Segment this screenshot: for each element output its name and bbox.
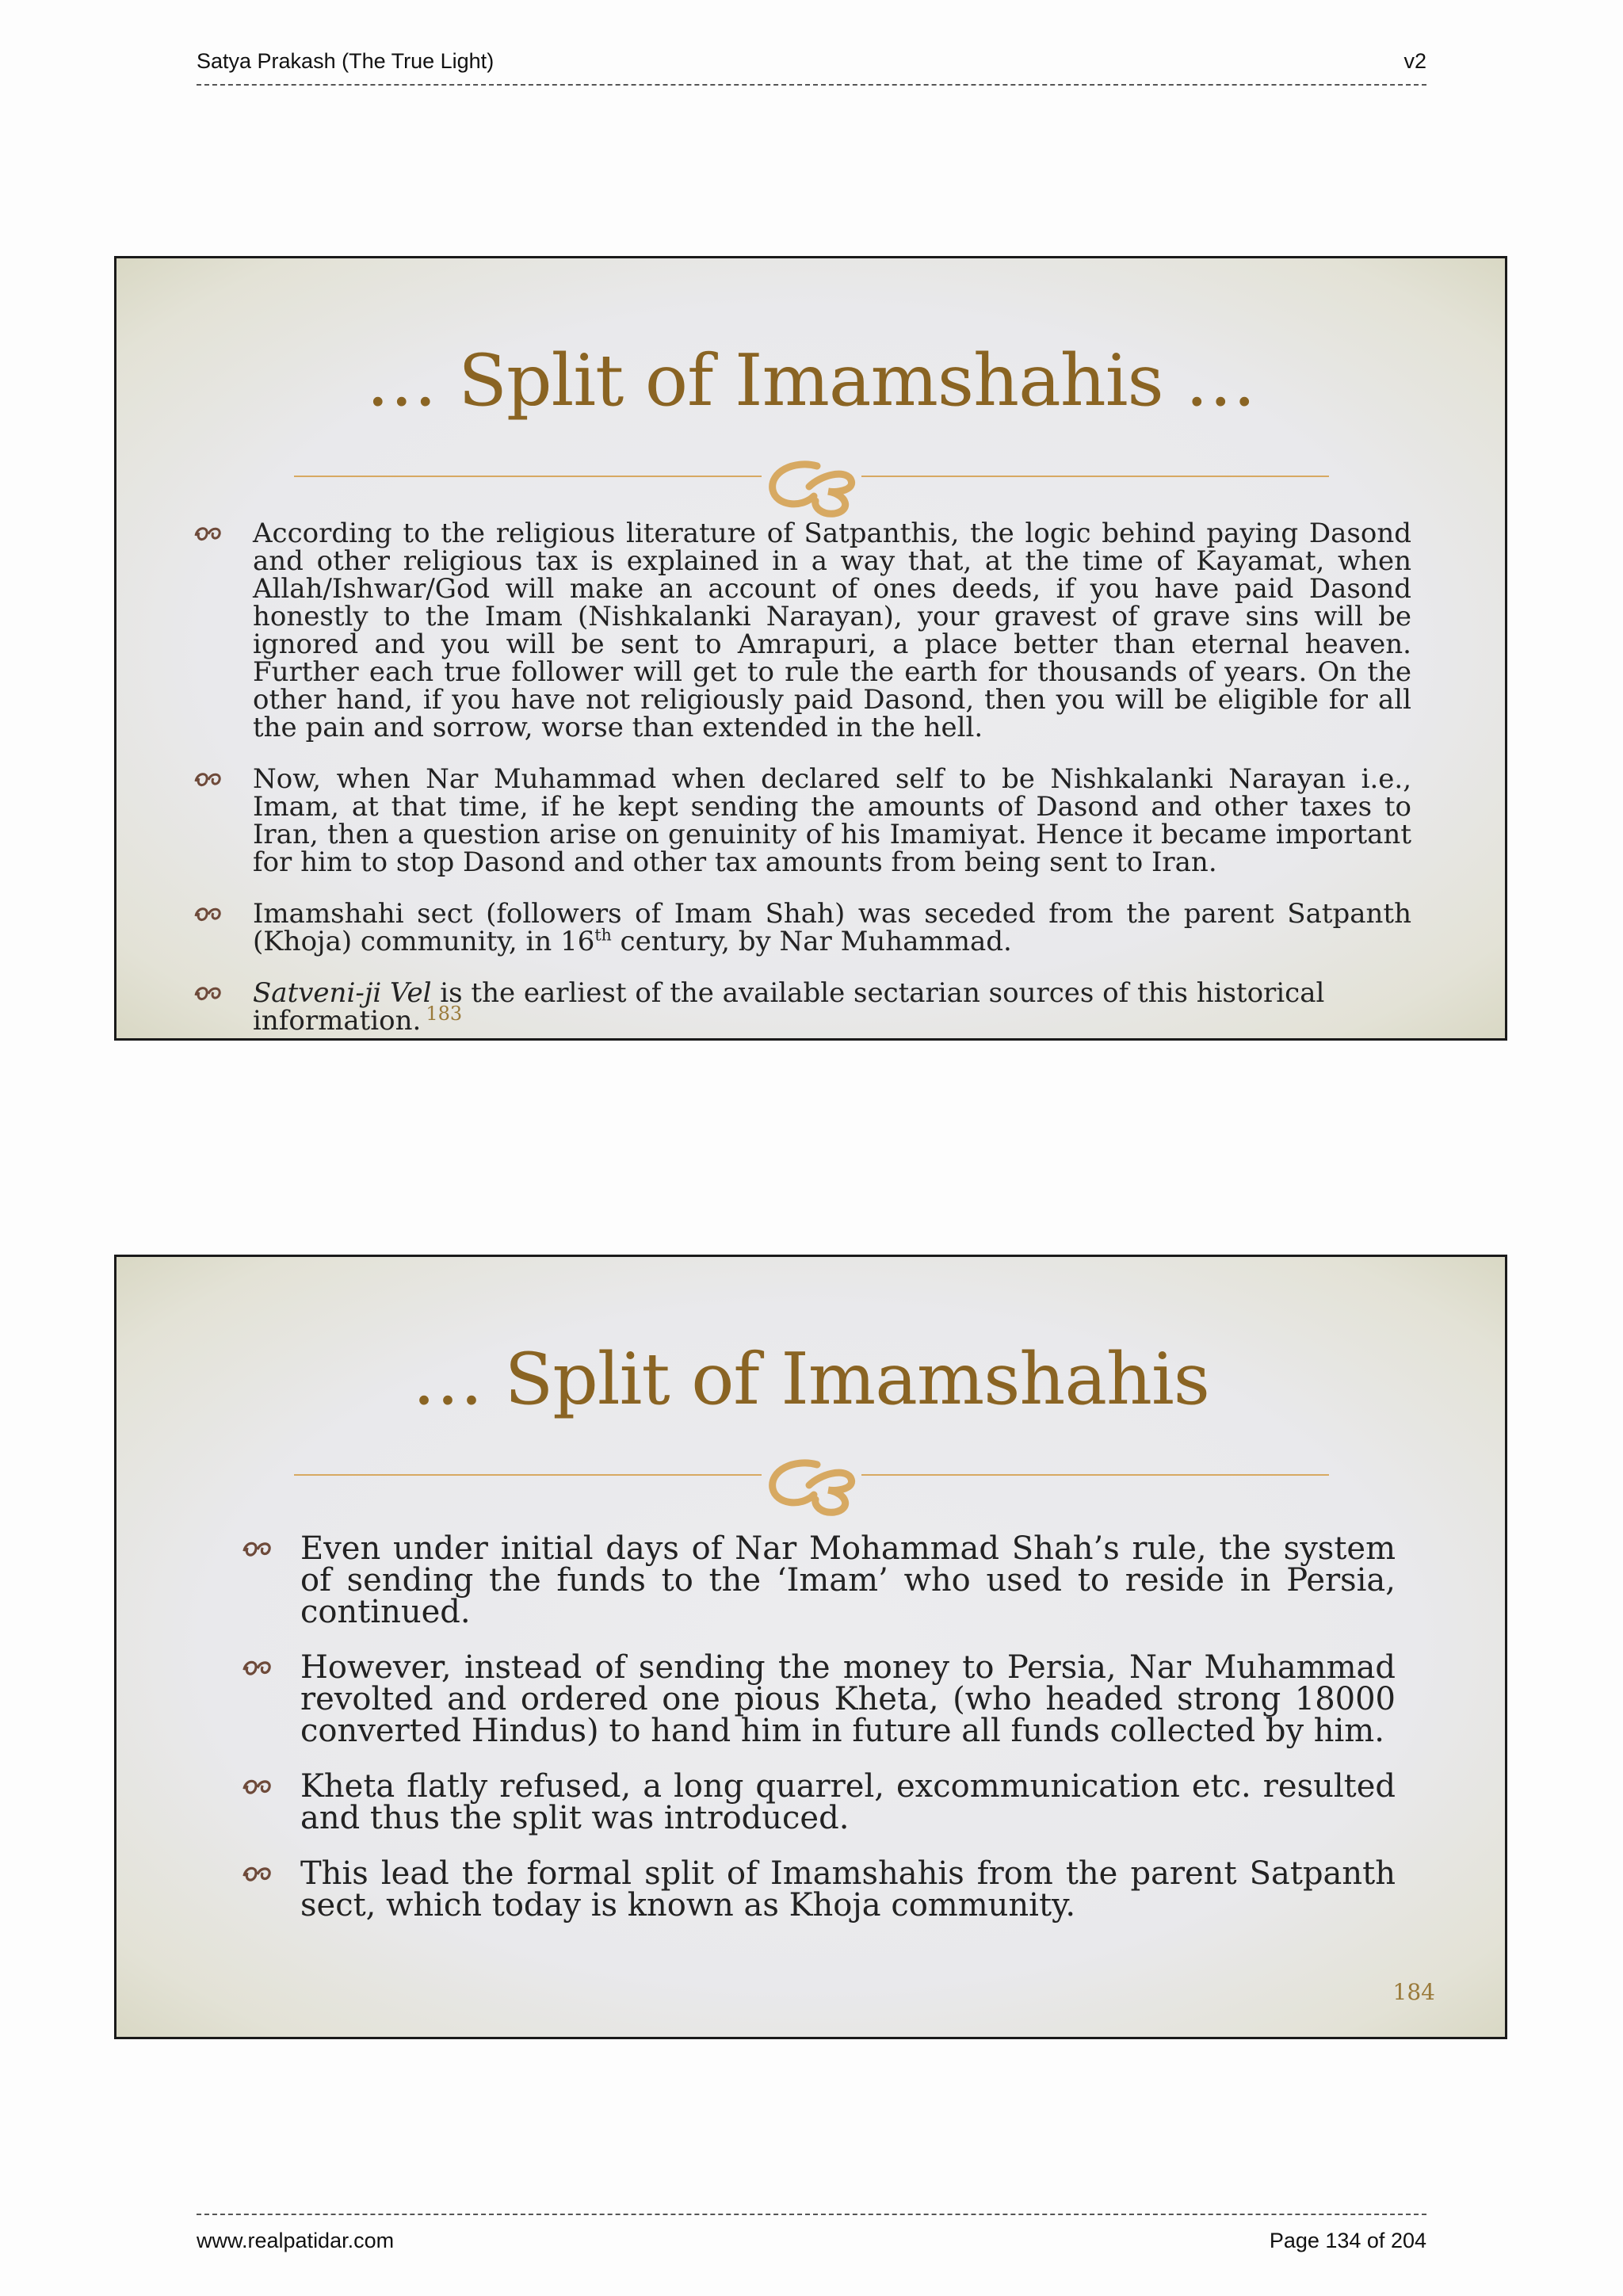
slide-title: … Split of Imamshahis [412, 1338, 1209, 1421]
list-item: Kheta flatly refused, a long quarrel, excommunication etc. resulted and thus the split was introduced. [300, 1771, 1396, 1834]
list-item: According to the religious literature of Satpanthis, the logic behind paying Dasond and other religious tax is explained in a way that, at the time of Kayamat, when Allah/Ishwar/God will make an account of ones deeds, if you have paid Dasond honestly to the Imam (Nishkalanki Narayan), your gravest of grave sins will be ignored and you will be sent to Amrapuri, a place better than eternal heaven. Further each true follower will get to rule the earth for thousands of years. On the other hand, if you have not religiously paid Dasond, then you will be eligible for all the pain and sorrow, worse than extended in the hell. [253, 520, 1411, 742]
bullet-list [253, 520, 1411, 1059]
bullet-flourish-icon [193, 981, 224, 1005]
header-rule [197, 84, 1426, 86]
list-item: Imamshahi sect (followers of Imam Shah) was seceded from the parent Satpanth (Khoja) community, in 16th century, by Nar Muhammad. [253, 900, 1411, 956]
list-item: Satveni-ji Vel is the earliest of the available sectarian sources of this historical information. $^{183}$ [253, 980, 1411, 1035]
slide-number: 184 [1392, 1979, 1435, 2005]
ornament-icon [762, 455, 861, 518]
document-title: Satya Prakash (The True Light) [197, 49, 495, 73]
slide-184 [114, 1255, 1507, 2039]
slide-183 [114, 256, 1507, 1041]
bullet-flourish-icon [193, 767, 224, 791]
bullet-flourish-icon [240, 1774, 275, 1799]
list-item: Even under initial days of Nar Mohammad Shah’s rule, the system of sending the funds to the ‘Imam’ who used to reside in Persia, continued. [300, 1533, 1396, 1628]
list-item: Now, when Nar Muhammad when declared self to be Nishkalanki Narayan i.e., Imam, at that time, if he kept sending the amounts of Dasond and other taxes to Iran, then a question arise on genuinity of his Imamiyat. Hence it became important for him to stop Dasond and other tax amounts from being sent to Iran. [253, 766, 1411, 877]
list-item: This lead the formal split of Imamshahis from the parent Satpanth sect, which today is known as Khoja community. [300, 1858, 1396, 1921]
bullet-list [300, 1530, 1396, 1945]
bullet-flourish-icon [193, 902, 224, 926]
title-divider [294, 472, 1329, 520]
title-divider [294, 1471, 1329, 1519]
bullet-flourish-icon [193, 521, 224, 545]
slide-number: 183 [426, 1002, 463, 1025]
list-item: However, instead of sending the money to Persia, Nar Muhammad revolted and ordered one pious Kheta, (who headed strong 18000 converted Hindus) to hand him in future all funds collected by him. [300, 1652, 1396, 1747]
running-footer [197, 2229, 1426, 2260]
page-number: Page 134 of 204 [1269, 2229, 1426, 2252]
bullet-flourish-icon [240, 1861, 275, 1886]
document-version: v2 [1403, 49, 1426, 73]
ornament-icon [762, 1454, 861, 1517]
website-link[interactable]: www.realpatidar.com [197, 2229, 395, 2252]
slide-title: … Split of Imamshahis … [365, 339, 1256, 422]
source-title: Satveni-ji Vel [253, 977, 432, 1009]
running-header [197, 44, 1426, 76]
bullet-flourish-icon [240, 1655, 275, 1680]
bullet-flourish-icon [240, 1536, 275, 1561]
footer-rule [197, 2214, 1426, 2215]
